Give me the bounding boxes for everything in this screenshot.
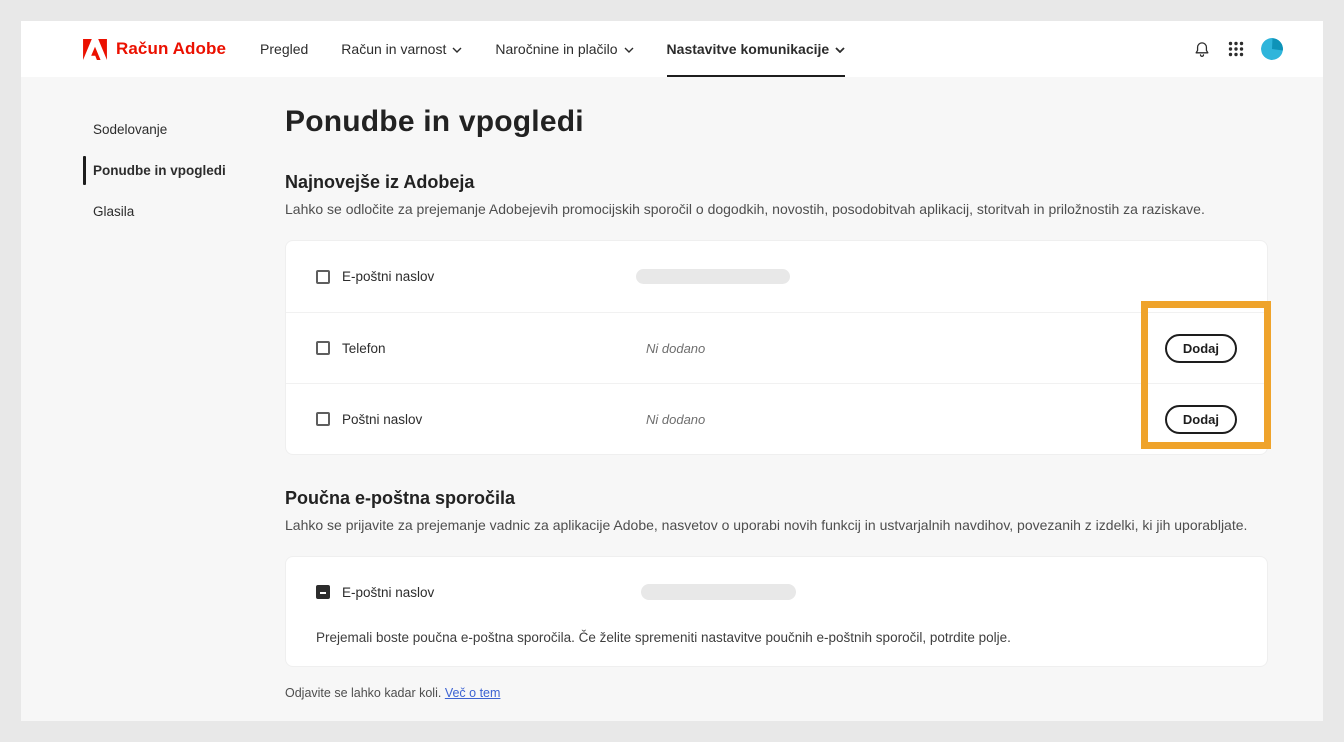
postal-address-checkbox[interactable] bbox=[316, 412, 330, 426]
educational-email-note: Prejemali boste poučna e-poštna sporočila. Če želite spremeniti nastavitve poučnih e-poštnih sporočil, potrdite polje. bbox=[316, 630, 1011, 645]
add-postal-address-button[interactable]: Dodaj bbox=[1165, 405, 1237, 434]
chevron-down-icon bbox=[452, 47, 462, 53]
avatar-image bbox=[1261, 38, 1283, 60]
educational-email-card bbox=[285, 556, 1268, 667]
main-content bbox=[285, 77, 1268, 700]
page-title: Ponudbe in vpogledi bbox=[285, 105, 584, 138]
promotional-contacts-card bbox=[285, 240, 1268, 455]
nav-item-label: Naročnine in plačilo bbox=[495, 41, 618, 57]
primary-nav bbox=[260, 21, 878, 77]
not-added-text: Ni dodano bbox=[646, 340, 706, 356]
row-label: Poštni naslov bbox=[342, 411, 423, 427]
nav-item-racun-in-varnost[interactable] bbox=[341, 21, 462, 77]
phone-checkbox[interactable] bbox=[316, 341, 330, 355]
redacted-email-value bbox=[636, 269, 790, 284]
table-row bbox=[286, 241, 1267, 312]
brand-title: Račun Adobe bbox=[116, 39, 227, 58]
nav-item-label: Pregled bbox=[260, 41, 309, 57]
educational-emails-description: Lahko se prijavite za prejemanje vadnic za aplikacije Adobe, nasvetov o uporabi novih funkcij in ustvarjalnih navdihov, povezanih z izdelki, ki jih uporabljate. bbox=[285, 517, 1248, 533]
adobe-logo-icon bbox=[83, 39, 107, 60]
educational-email-checkbox[interactable] bbox=[316, 585, 330, 599]
chevron-down-icon bbox=[624, 47, 634, 53]
nav-item-pregled[interactable] bbox=[260, 21, 308, 77]
email-checkbox[interactable] bbox=[316, 270, 330, 284]
chevron-down-icon bbox=[835, 47, 845, 53]
notification-bell-icon[interactable] bbox=[1193, 40, 1211, 59]
unsubscribe-text: Odjavite se lahko kadar koli. bbox=[285, 686, 442, 700]
app-grid-icon[interactable] bbox=[1228, 41, 1244, 57]
sidebar-item-label: Sodelovanje bbox=[93, 122, 168, 137]
learn-more-link[interactable]: Več o tem bbox=[444, 686, 501, 700]
redacted-email-value bbox=[641, 584, 796, 600]
table-row bbox=[286, 383, 1267, 454]
nav-item-label: Nastavitve komunikacije bbox=[666, 41, 830, 57]
row-value bbox=[641, 584, 796, 600]
sidebar-item-label: Ponudbe in vpogledi bbox=[93, 163, 226, 178]
sidebar-item-glasila[interactable] bbox=[83, 192, 285, 231]
unsubscribe-note bbox=[285, 686, 1268, 700]
header-utility-icons bbox=[1193, 21, 1283, 77]
sidebar-item-sodelovanje[interactable] bbox=[83, 110, 285, 149]
add-phone-button[interactable]: Dodaj bbox=[1165, 334, 1237, 363]
avatar[interactable] bbox=[1261, 38, 1283, 60]
account-page bbox=[21, 21, 1323, 721]
row-value bbox=[636, 412, 705, 427]
latest-from-adobe-description: Lahko se odločite za prejemanje Adobejevih promocijskih sporočil o dogodkih, novostih, posodobitvah aplikacij, storitvah in priložnostih za raziskave. bbox=[285, 201, 1205, 217]
row-value bbox=[636, 341, 705, 356]
adobe-account-home-link[interactable] bbox=[83, 21, 226, 77]
row-value bbox=[636, 269, 790, 284]
row-label: E-poštni naslov bbox=[342, 269, 435, 284]
top-navigation-bar bbox=[21, 21, 1323, 77]
sidebar-item-ponudbe-in-vpogledi[interactable] bbox=[83, 151, 285, 190]
educational-emails-heading: Poučna e-poštna sporočila bbox=[285, 488, 516, 508]
sidebar-item-label: Glasila bbox=[93, 204, 135, 219]
latest-from-adobe-heading: Najnovejše iz Adobeja bbox=[285, 172, 475, 192]
nav-item-nastavitve-komunikacije[interactable] bbox=[667, 21, 846, 77]
table-row bbox=[316, 583, 1237, 601]
row-label: E-poštni naslov bbox=[342, 584, 435, 600]
not-added-text: Ni dodano bbox=[646, 411, 706, 427]
row-label: Telefon bbox=[342, 340, 386, 356]
nav-item-label: Račun in varnost bbox=[341, 41, 447, 57]
settings-sidebar bbox=[21, 77, 285, 233]
table-row bbox=[286, 312, 1267, 383]
nav-item-narocnine-in-placilo[interactable] bbox=[495, 21, 633, 77]
